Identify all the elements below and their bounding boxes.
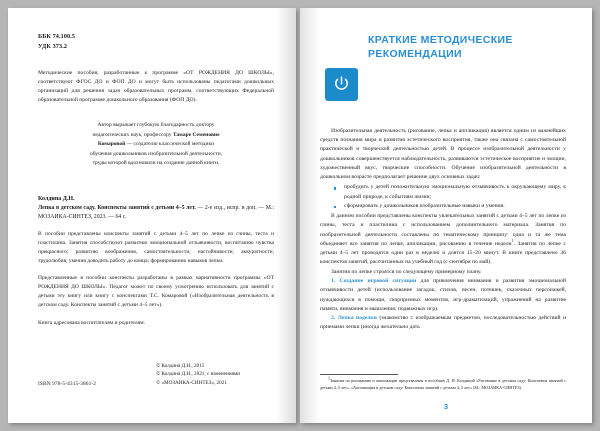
- plan-step-2: [320, 314, 566, 333]
- copyright-line: © «МОЗАИКА-СИНТЕЗ», 2021: [156, 379, 227, 386]
- biblio-author: Колдина Д.Н.: [38, 195, 75, 202]
- ack-line-3-rest: — создателю классической методики: [125, 141, 215, 148]
- plan-step-1-text: для привлечения внимания и развития эмоциональной отзывчивости детей (использование загадок, стихов, песен, потешек, сказочных персонажей, нуждающихся в помощи, скорпризных моментов, игр-драматизаций, упражнений на развитие памяти, внимания и мышления; подвижных игр).: [320, 277, 566, 312]
- ack-line-2-prefix: педагогических наук, профессору: [92, 131, 173, 138]
- chapter-title-line-1: КРАТКИЕ МЕТОДИЧЕСКИЕ: [368, 34, 513, 46]
- right-page-content: [300, 8, 592, 423]
- power-icon: [325, 68, 358, 101]
- task-list-item: пробудить у детей положительную эмоциональную отзывчивость к окружающему миру, к родной природе, к событиям жизни;: [333, 183, 566, 202]
- footnote-marker: 1: [511, 238, 514, 244]
- copyright-line: © Колдина Д.Н., 2015: [156, 362, 205, 369]
- classification-codes: [38, 32, 274, 51]
- plan-step-2-label: 2. Лепка поделки: [331, 315, 377, 322]
- bibliographic-record: [38, 195, 274, 223]
- isbn-number: ISBN 978-5-4315-3861-2: [38, 381, 97, 387]
- intro-paragraph: Изобразительная деятельность (рисование, лепка и аппликация) является одним из важнейших средств познания мира и развития эстетического восприятия, также она связана с самостоятельной практической и творческой деятельностью детей. В процессе изобразительной деятельности у дошкольников совершенствуется наблюдательность, развиваются эстетическое восприятие и эмоции, художественный вкус, творческие способности. Обучение изобразительной деятельности в дошкольном возрасте предполагает решение двух основных задач:: [320, 127, 566, 181]
- acknowledgement-block: [52, 121, 260, 168]
- footnote-area: [320, 374, 566, 391]
- audience-note: Книга адресована воспитателям и родителям.: [38, 320, 146, 327]
- left-page: [8, 8, 296, 423]
- ack-line-5: труды которой вдохновили на создание данной книги.: [92, 160, 220, 167]
- plan-step-1-label: 1. Создание игровой ситуации: [331, 277, 417, 284]
- left-page-content: [8, 8, 296, 387]
- chapter-title-line-2: РЕКОМЕНДАЦИИ: [368, 47, 462, 60]
- biblio-title-bold: Лепка в детском саду. Конспекты занятий с детьми 4–5 лет.: [38, 204, 196, 211]
- ack-name-part1: Тамаре Семеновне: [172, 131, 220, 138]
- chapter-body: [320, 127, 566, 333]
- copyright-line: © Колдина Д.Н., 2021, с изменениями: [156, 371, 240, 378]
- series-note-paragraph: Методические пособия, разработанные к программе «ОТ РОЖДЕНИЯ ДО ШКОЛЫ», соответствуют ФГОС ДО и ФОП ДО и могут быть использованы педагогами дошкольных организаций для решения задач образовательных программ, соответствующих Федеральной образовательной программе дошкольного образования (ФОП ДО).: [38, 70, 274, 104]
- variability-note: Представленные в пособии конспекты разработаны в рамках вариативности программы «ОТ РОЖДЕНИЯ ДО ШКОЛЫ». Педагог может по своему усмотрению использовать для занятий с детьми эту книгу или книгу с конспектами Т.С. Комаровой («Изобразительная деятельность в детском саду. Конспекты занятий с детьми 4–5 лет»).: [38, 274, 274, 308]
- copyright-list: [156, 362, 240, 387]
- overview-part-1: В данном пособии представлены конспекты увлекательных занятий с детьми 4–5 лет по лепке из глины, теста и пластилина с использованием дополнительного материала. Занятия по изобразительной деятельности составлены по тематическому принципу: одна и та же тема объединяет все занятия по лепке, аппликации, рисованию в течение недели: [320, 213, 566, 247]
- biblio-title-rest: — 2-е изд., испр. и доп. — М.: МОЗАИКА-СИНТЕЗ, 2023. — 64 с.: [38, 204, 274, 220]
- plan-step-2-text: (знакомство с изображаемым предметом, последовательностью действий и приемами лепки (иногда желательно дать: [320, 315, 566, 331]
- right-page: [300, 8, 592, 423]
- plan-step-1: [320, 277, 566, 314]
- footnote-body: Занятия по рисованию и аппликации представлены в пособиях Д. Н. Колдиной «Рисование в детском саду: Конспекты занятий с детьми 4–5 лет», «Аппликация в детском саду: Конспекты занятий с детьми 4–5 лет» (М.: МОЗАИКА-СИНТЕЗ).: [320, 378, 566, 390]
- chapter-title: [368, 34, 566, 62]
- imprint-block: [38, 362, 274, 387]
- task-list: [320, 183, 566, 211]
- plan-intro-paragraph: Занятия по лепке строятся по следующему примерному плану.: [331, 268, 482, 275]
- footnote-divider: [320, 374, 398, 375]
- book-description: В пособии представлены конспекты занятий с детьми 4–5 лет по лепке из глины, теста и пластилина. Занятия способствуют развитию эмоциональной отзывчивости, воспитанию чувства прекрасного; развитию воображения, самостоятельности, настойчивости, аккуратности, трудолюбия, умения доводить работу до конца; формированию навыков лепки.: [38, 231, 274, 264]
- biblio-title: [38, 204, 274, 223]
- footnote-number: 1: [328, 375, 330, 381]
- udk-code: УДК 373.2: [38, 42, 68, 50]
- task-list-item: сформировать у дошкольников изобразительные навыки и умения.: [333, 202, 566, 211]
- bbk-code: ББК 74.100.5: [38, 33, 76, 40]
- page-number: 3: [443, 402, 449, 411]
- ack-line-1: Автор выражает глубокую благодарность доктору: [97, 122, 215, 129]
- manual-overview-paragraph: [320, 212, 566, 268]
- overview-part-2: . Занятия по лепке с детьми 4–5 лет проводятся один раз в неделю и длятся 15–20 минут. В книге представлено 36 конспектов занятий, рассчитанных на учебный год (с сентября по май).: [320, 240, 566, 266]
- footnote-text: [320, 375, 566, 391]
- ack-line-4: обучения дошкольников изобразительной деятельности,: [89, 150, 223, 157]
- ack-name-part2: Комаровой: [97, 141, 126, 148]
